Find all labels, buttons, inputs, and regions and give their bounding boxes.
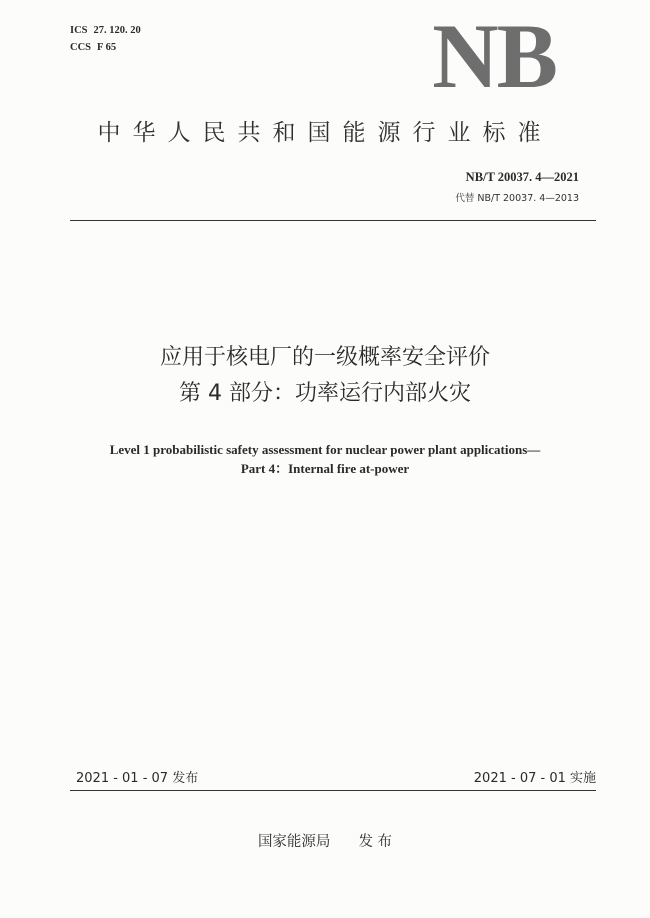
footer-divider [70,790,596,791]
title-chinese-line-2: 第 4 部分：功率运行内部火灾 [179,381,471,406]
ics-label: ICS [70,25,88,36]
ccs-label: CCS [70,42,92,53]
title-english [0,440,650,478]
publisher-action: 发 布 [358,834,393,850]
title-english-line-2: Part 4：Internal fire at-power [240,461,410,476]
title-chinese-line-1: 应用于核电厂的一级概率安全评价 [159,345,490,370]
standard-kind-heading: 中华人民共和国能源行业标准 [97,120,553,146]
header-divider [70,220,596,221]
classification-codes [70,22,141,56]
effective-date: 2021 - 07 - 01 实施 [473,771,596,786]
ics-code-row [70,22,141,39]
standard-number: NB/T 20037. 4—2021 [465,170,579,184]
replaces-standard: 代替 NB/T 20037. 4—2013 [455,193,579,204]
ccs-code-row [70,39,141,56]
issue-date: 2021 - 01 - 07 发布 [76,771,199,786]
nb-logo: NB [432,5,556,107]
ics-value: 27. 120. 20 [93,25,141,36]
publisher-line [0,830,650,851]
ccs-value: F 65 [97,42,117,53]
title-chinese [0,340,650,412]
publisher-name: 国家能源局 [257,834,331,850]
title-english-line-1: Level 1 probabilistic safety assessment for nuclear power plant applications— [109,442,541,457]
